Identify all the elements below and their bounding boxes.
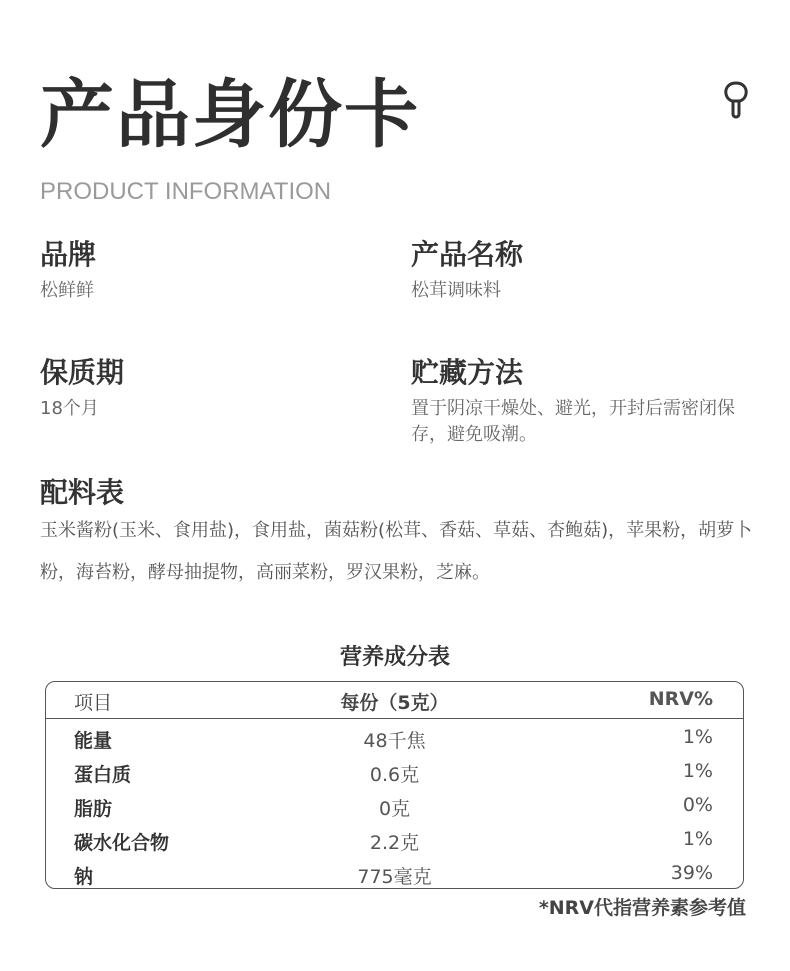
nutrient-amount: 775毫克 bbox=[357, 866, 432, 888]
product-name-value: 松茸调味料 bbox=[411, 279, 501, 301]
table-row bbox=[46, 720, 743, 754]
nutrition-table bbox=[45, 681, 744, 889]
shelf-life-label: 保质期 bbox=[40, 356, 125, 389]
nutrient-amount: 0克 bbox=[378, 798, 411, 820]
header-item: 项目 bbox=[74, 692, 113, 714]
storage-value: 置于阴凉干燥处、避光，开封后需密闭保存，避免吸潮。 bbox=[411, 397, 735, 445]
table-row bbox=[46, 822, 743, 856]
nutrient-name: 能量 bbox=[74, 730, 113, 752]
storage-field bbox=[411, 356, 756, 448]
nutrient-nrv: 1% bbox=[682, 828, 713, 850]
nutrient-amount: 48千焦 bbox=[363, 730, 426, 752]
nutrient-name: 脂肪 bbox=[74, 798, 113, 820]
table-row bbox=[46, 754, 743, 788]
product-name-field bbox=[411, 238, 523, 304]
page-subtitle: PRODUCT INFORMATION bbox=[40, 178, 332, 205]
nutrient-nrv: 1% bbox=[682, 760, 713, 782]
shelf-life-field bbox=[40, 356, 124, 422]
nutrient-amount: 2.2克 bbox=[369, 832, 420, 854]
table-row bbox=[46, 788, 743, 822]
header-per-serving: 每份（5克） bbox=[340, 692, 449, 714]
page-title: 产品身份卡 bbox=[40, 72, 420, 158]
nutrient-nrv: 1% bbox=[682, 726, 713, 748]
brand-label: 品牌 bbox=[40, 238, 97, 271]
shelf-life-value: 18个月 bbox=[40, 397, 99, 419]
header-nrv: NRV% bbox=[648, 688, 713, 710]
nutrient-name: 蛋白质 bbox=[74, 764, 132, 786]
nutrition-header-row bbox=[46, 682, 743, 719]
product-name-label: 产品名称 bbox=[411, 238, 524, 271]
nutrient-name: 钠 bbox=[74, 866, 94, 888]
mushroom-icon bbox=[722, 80, 750, 122]
ingredients-label: 配料表 bbox=[40, 476, 125, 509]
ingredients-value: 玉米酱粉(玉米、食用盐)，食用盐，菌菇粉(松茸、香菇、草菇、杏鲍菇)，苹果粉，胡萝卜粉，海苔粉，酵母抽提物，高丽菜粉，罗汉果粉，芝麻。 bbox=[40, 519, 753, 583]
nutrient-amount: 0.6克 bbox=[369, 764, 420, 786]
storage-label: 贮藏方法 bbox=[411, 356, 524, 389]
nutrient-name: 碳水化合物 bbox=[74, 832, 170, 854]
brand-field bbox=[40, 238, 96, 304]
nutrition-title: 营养成分表 bbox=[339, 645, 450, 670]
ingredients-field bbox=[40, 476, 755, 594]
nrv-footnote: *NRV代指营养素参考值 bbox=[538, 897, 746, 919]
table-row bbox=[46, 856, 743, 890]
brand-value: 松鲜鲜 bbox=[40, 279, 94, 301]
nutrient-nrv: 0% bbox=[682, 794, 713, 816]
nutrient-nrv: 39% bbox=[670, 862, 713, 884]
